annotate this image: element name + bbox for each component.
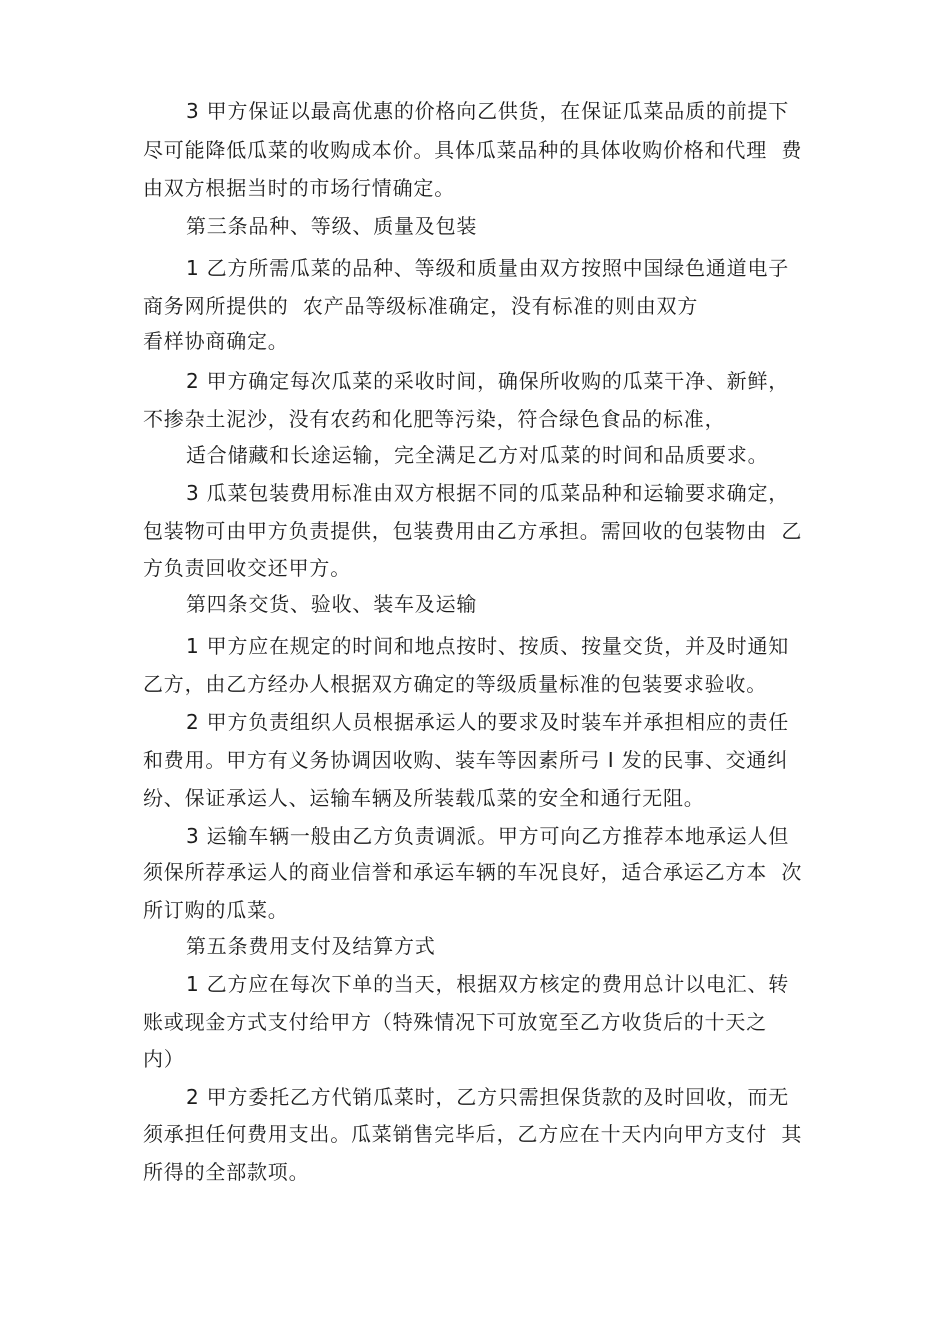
paragraph-line: 3 甲方保证以最高优惠的价格向乙供货，在保证瓜菜品质的前提下 [186,99,790,123]
paragraph-line: 须承担任何费用支出。瓜菜销售完毕后，乙方应在十天内向甲方支付 其 [143,1122,803,1146]
paragraph-line: 2 甲方委托乙方代销瓜菜时，乙方只需担保货款的及时回收，而无 [186,1085,790,1109]
paragraph-line: 2 甲方负责组织人员根据承运人的要求及时装车并承担相应的责任 [186,710,790,734]
paragraph-line: 纷、保证承运人、运输车辆及所装载瓜菜的安全和通行无阻。 [143,786,705,810]
paragraph-line: 3 运输车辆一般由乙方负责调派。甲方可向乙方推荐本地承运人但 [186,824,790,848]
paragraph-line: 内） [143,1047,185,1071]
paragraph-line: 看样协商确定。 [143,329,289,353]
paragraph-line: 所订购的瓜菜。 [143,898,289,922]
paragraph-line: 2 甲方确定每次瓜菜的采收时间，确保所收购的瓜菜干净、新鲜， [186,369,790,393]
paragraph-line: 适合储藏和长途运输，完全满足乙方对瓜菜的时间和品质要求。 [186,443,769,467]
paragraph-line: 1 甲方应在规定的时间和地点按时、按质、按量交货，并及时通知 [186,634,790,658]
paragraph-line: 尽可能降低瓜菜的收购成本价。具体瓜菜品种的具体收购价格和代理 费 [143,138,803,162]
paragraph-line: 账或现金方式支付给甲方（特殊情况下可放宽至乙方收货后的十天之 [143,1010,767,1034]
paragraph-line: 所得的全部款项。 [143,1160,310,1184]
paragraph-line: 不掺杂土泥沙，没有农药和化肥等污染，符合绿色食品的标准， [143,407,726,431]
section-heading: 第五条费用支付及结算方式 [186,934,436,958]
section-heading: 第四条交货、验收、装车及运输 [186,592,478,616]
paragraph-line: 商务网所提供的 农产品等级标准确定，没有标准的则由双方 [143,294,699,318]
paragraph-line: 1 乙方所需瓜菜的品种、等级和质量由双方按照中国绿色通道电子 [186,256,790,280]
paragraph-line: 须保所荐承运人的商业信誉和承运车辆的车况良好，适合承运乙方本 次 [143,860,803,884]
paragraph-line: 和费用。甲方有义务协调因收购、装车等因素所弓 I 发的民事、交通纠 [143,748,789,772]
paragraph-line: 乙方，由乙方经办人根据双方确定的等级质量标准的包装要求验收。 [143,672,767,696]
paragraph-line: 由双方根据当时的市场行情确定。 [143,176,455,200]
section-heading: 第三条品种、等级、质量及包装 [186,214,478,238]
paragraph-line: 方负责回收交还甲方。 [143,556,351,580]
paragraph-line: 3 瓜菜包装费用标准由双方根据不同的瓜菜品种和运输要求确定， [186,481,790,505]
paragraph-line: 1 乙方应在每次下单的当天，根据双方核定的费用总计以电汇、转 [186,972,790,996]
paragraph-line: 包装物可由甲方负责提供，包装费用由乙方承担。需回收的包装物由 乙 [143,519,803,543]
